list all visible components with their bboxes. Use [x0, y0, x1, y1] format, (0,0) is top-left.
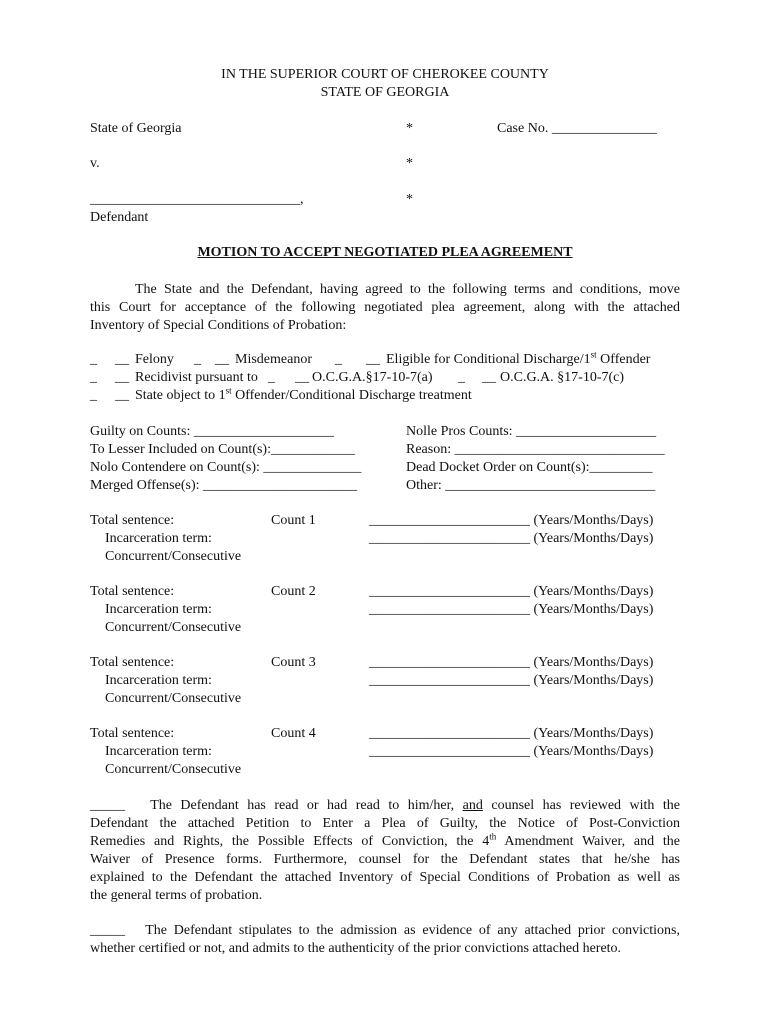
sentence-count-label: Count 4 [271, 726, 316, 741]
misdemeanor-blank: __ [215, 352, 229, 367]
party-state: State of Georgia [90, 121, 182, 136]
ocga-a-label: O.C.G.A.§17-10-7(a) [312, 370, 433, 385]
reason-field: Reason: ______________________________ [406, 442, 665, 457]
other-field: Other: ______________________________ [406, 478, 656, 493]
state-object-label: State object to 1st Offender/Conditional Discharge treatment [135, 385, 472, 403]
sentence-count-label: Count 1 [271, 513, 316, 528]
incarceration-term-label: Incarceration term: [105, 744, 212, 759]
acknowledgement-line-2: Defendant the attached Petition to Enter a Plea of Guilty, the Notice of Post-Conviction [90, 816, 680, 831]
intro-line-3: Inventory of Special Conditions of Probation: [90, 318, 347, 333]
concurrent-consecutive-label: Concurrent/Consecutive [105, 620, 242, 635]
eligible-blank: __ [366, 352, 380, 367]
intro-paragraph [90, 281, 680, 335]
guilty-counts: Guilty on Counts: ____________________ [90, 424, 334, 439]
total-sentence-label: Total sentence: [90, 513, 175, 528]
felony-label: Felony [135, 352, 174, 367]
misdemeanor-label: Misdemeanor [235, 352, 312, 367]
concurrent-consecutive-label: Concurrent/Consecutive [105, 691, 242, 706]
acknowledgement-line-5: explained to the Defendant the attached Inventory of Special Conditions of Probation as well as [90, 870, 680, 885]
defendant-name-line: ______________________________, [90, 192, 304, 207]
dead-docket-counts: Dead Docket Order on Count(s):_________ [406, 460, 653, 475]
total-sentence-label: Total sentence: [90, 726, 175, 741]
incarceration-term-line: _______________________ (Years/Months/Days) [369, 602, 654, 617]
ocga-c-blank: __ [482, 370, 496, 385]
incarceration-term-line: _______________________ (Years/Months/Days) [369, 673, 654, 688]
acknowledgement-paragraph [90, 797, 680, 905]
total-sentence-label: Total sentence: [90, 655, 175, 670]
incarceration-term-label: Incarceration term: [105, 673, 212, 688]
state-object-blank: __ [115, 388, 129, 403]
versus: v. [90, 156, 100, 171]
caption-star-1: * [406, 121, 413, 136]
nolle-pros-counts: Nolle Pros Counts: ____________________ [406, 424, 657, 439]
stipulation-line-2: whether certified or not, and admits to the authenticity of the prior convictions attached hereto. [90, 941, 622, 956]
total-sentence-line: _______________________ (Years/Months/Days) [369, 513, 654, 528]
case-number-field: Case No. _______________ [497, 121, 657, 136]
incarceration-term-label: Incarceration term: [105, 602, 212, 617]
sentence-count-label: Count 2 [271, 584, 316, 599]
sentence-count-label: Count 3 [271, 655, 316, 670]
total-sentence-line: _______________________ (Years/Months/Days) [369, 655, 654, 670]
incarceration-term-line: _______________________ (Years/Months/Days) [369, 744, 654, 759]
court-heading: IN THE SUPERIOR COURT OF CHEROKEE COUNTY [221, 67, 549, 82]
document-title: MOTION TO ACCEPT NEGOTIATED PLEA AGREEMENT [197, 245, 573, 260]
intro-line-1: The State and the Defendant, having agreed to the following terms and conditions, move [135, 282, 680, 297]
stipulation-paragraph [90, 922, 680, 958]
recidivist-blank: __ [115, 370, 129, 385]
recidivist-sub-blank: _ [268, 370, 275, 385]
felony-checkbox-blank: _ [90, 352, 97, 367]
ocga-a-blank: __ [295, 370, 309, 385]
intro-line-2: this Court for acceptance of the following negotiated plea agreement, along with the attached [90, 300, 680, 315]
acknowledgement-line-3: Remedies and Rights, the Possible Effects of Conviction, the 4th Amendment Waiver, and the [90, 831, 681, 849]
ocga-c-label: O.C.G.A. §17-10-7(c) [500, 370, 625, 385]
acknowledgement-line-1: _____ The Defendant has read or had read to him/her, and counsel has reviewed with the [90, 798, 681, 813]
caption-star-2: * [406, 156, 413, 171]
acknowledgement-line-6: the general terms of probation. [90, 888, 263, 903]
defendant-label: Defendant [90, 210, 149, 225]
concurrent-consecutive-label: Concurrent/Consecutive [105, 762, 242, 777]
stipulation-line-1: _____ The Defendant stipulates to the admission as evidence of any attached prior convictions, [90, 923, 680, 938]
total-sentence-line: _______________________ (Years/Months/Days) [369, 726, 654, 741]
caption-star-3: * [406, 192, 413, 207]
state-object-checkbox-blank: _ [90, 388, 97, 403]
lesser-included-counts: To Lesser Included on Count(s):____________ [90, 442, 355, 457]
eligible-checkbox-blank: _ [335, 352, 342, 367]
misdemeanor-checkbox-blank: _ [194, 352, 201, 367]
total-sentence-label: Total sentence: [90, 584, 175, 599]
concurrent-consecutive-label: Concurrent/Consecutive [105, 549, 242, 564]
ocga-c-checkbox-blank: _ [458, 370, 465, 385]
recidivist-checkbox-blank: _ [90, 370, 97, 385]
eligible-label: Eligible for Conditional Discharge/1st Offender [386, 349, 651, 367]
incarceration-term-line: _______________________ (Years/Months/Days) [369, 531, 654, 546]
merged-offenses: Merged Offense(s): ______________________ [90, 478, 358, 493]
nolo-contendere-counts: Nolo Contendere on Count(s): ______________ [90, 460, 362, 475]
recidivist-label: Recidivist pursuant to [135, 370, 258, 385]
incarceration-term-label: Incarceration term: [105, 531, 212, 546]
total-sentence-line: _______________________ (Years/Months/Days) [369, 584, 654, 599]
felony-blank: __ [115, 352, 129, 367]
state-heading: STATE OF GEORGIA [320, 85, 450, 100]
acknowledgement-line-4: Waiver of Presence forms. Furthermore, counsel for the Defendant states that he/she has [90, 852, 680, 867]
